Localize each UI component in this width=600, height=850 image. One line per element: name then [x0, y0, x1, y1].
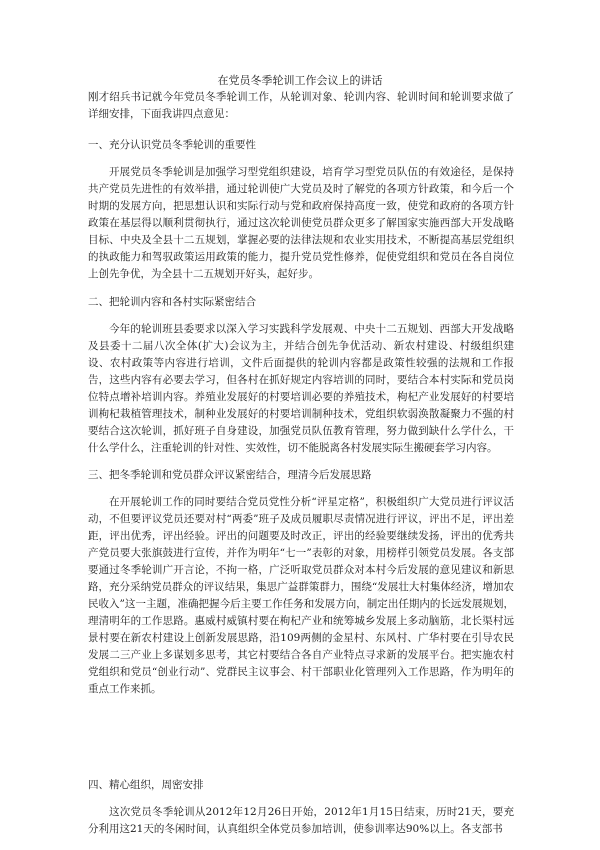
section-4-heading: 四、精心组织，周密安排	[88, 779, 204, 791]
intro-paragraph: 刚才绍兵书记就今年党员冬季轮训工作，从轮训对象、轮训内容、轮训时间和轮训要求做了详细安排，下面我讲四点意见：	[88, 91, 514, 120]
section-1-heading: 一、充分认识党员冬季轮训的重要性	[88, 139, 256, 151]
section-2-body: 今年的轮训班县委要求以深入学习实践科学发展观、中央十二五规划、西部大开发战略及县委十二届八次全体(扩大)会议为主，并结合创先争优活动、新农村建设、村级组织建设、农村政策等内容进行培训，文件后面提供的轮训内容都是政策性较强的法规和工作报告，这些内容有必要去学习，但各村在抓好规定内容培训的同时，要结合本村实际和党员岗位特点增补培训内容。养殖业发展好的村要培训必要的养殖技术，枸杞产业发展好的村要培训枸杞栽植管理技术，制种业发展好的村要培训制种技术，党组织软弱涣散凝聚力不强的村要结合这次轮训，抓好班子自身建设，加强党员队伍教育管理，努力做到缺什么学什么，干什么学什么，注重轮训的针对性、实效性，切不能脱离各村发展实际生搬硬套学习内容。	[88, 323, 514, 454]
section-1-body: 开展党员冬季轮训是加强学习型党组织建设，培育学习型党员队伍的有效途径，是保持共产党员先进性的有效举措，通过轮训使广大党员及时了解党的各项方针政策，和今后一个时期的发展方向，把思想认识和实际行动与党和政府保持高度一致，使党和政府的各项方针政策在基层得以顺利贯彻执行，通过这次轮训使党员群众更多了解国家实施西部大开发战略目标、中央及全县十二五规划，掌握必要的法律法规和农业实用技术，不断提高基层党组织的执政能力和驾驭政策运用政策的能力，提升党员党性修养，促使党组织和党员在各自岗位上创先争优，为全县十二五规划开好头，起好步。	[88, 166, 514, 280]
section-3-body: 在开展轮训工作的同时要结合党员党性分析“评星定格”，积极组织广大党员进行评议活动，不但要评议党员还要对村“两委”班子及成员履职尽责情况进行评议，评出不足，评出差距，评出优秀，评出经验。评出的问题要及时改正，评出的经验要继续发扬，评出的优秀共产党员要大张旗鼓进行宣传，并作为明年“七一”表彰的对象，用榜样引领党员发展。各支部要通过冬季轮训广开言论，不拘一格，广泛听取党员群众对本村今后发展的意见建议和新思路，充分采纳党员群众的评议结果，集思广益群策群力，围绕“发展壮大村集体经济，增加农民收入”这一主题，准确把握今后主要工作任务和发展方向，制定出任期内的长远发展规划，理清明年的工作思路。惠威村威镇村要在枸杞产业和统筹城乡发展上多动脑筋，北长渠村远景村要在新农村建设上创新发展思路，沿109两侧的金星村、东风村、广华村要在引导农民发展二三产业上多谋划多思考，其它村要结合各自产业特点寻求新的发展平台。把实施农村党组织和党员“创业行动”、党群民主议事会、村干部职业化管理列入工作思路，作为明年的重点工作来抓。	[88, 496, 514, 695]
document-title: 在党员冬季轮训工作会议上的讲话	[217, 74, 383, 87]
section-3-heading: 三、把冬季轮训和党员群众评议紧密结合，理清今后发展思路	[88, 469, 372, 481]
section-4-body: 这次党员冬季轮训从2012年12月26日开始，2012年1月15日结束，历时21天，要充分利用这21天的冬闲时间，认真组织全体党员参加培训，使参训率达90%以上。各支部书	[88, 806, 514, 835]
section-2-heading: 二、把轮训内容和各村实际紧密结合	[88, 296, 256, 308]
